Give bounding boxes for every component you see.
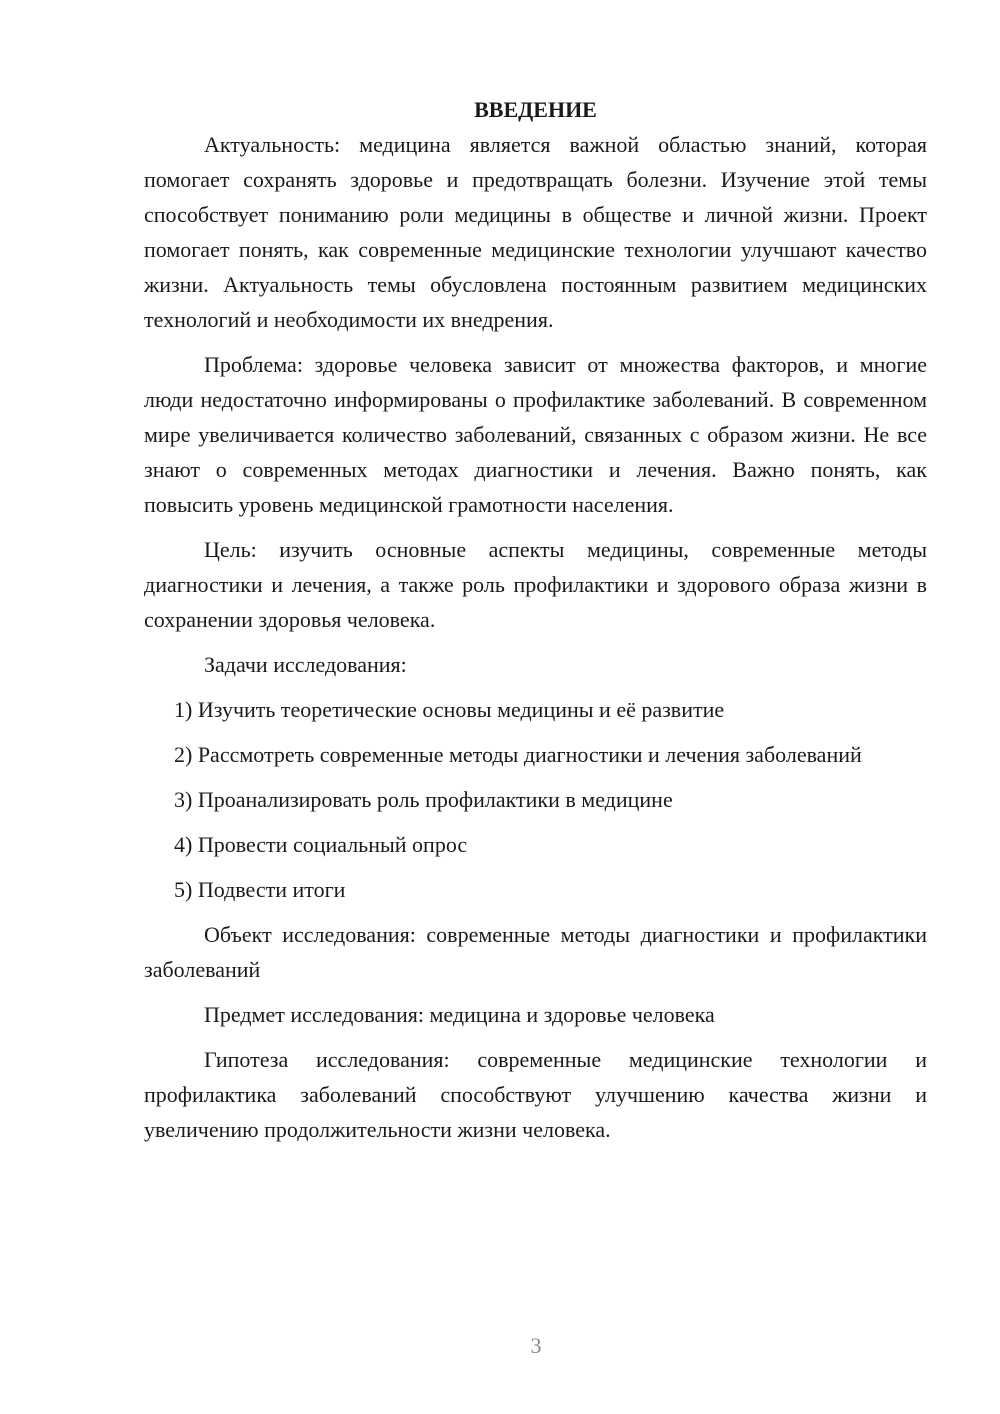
page-number: 3: [530, 1333, 542, 1358]
tasks-title: Задачи исследования:: [204, 652, 407, 677]
task-item: 5) Подвести итоги: [174, 877, 346, 902]
task-item: 3) Проанализировать роль профилактики в медицине: [174, 787, 673, 812]
research-hypothesis-paragraph: Гипотеза исследования: современные медицинские технологии и профилактика заболеваний способствуют улучшению качества жизни и увеличению продолжительности жизни человека.: [144, 1047, 927, 1142]
goal-paragraph: Цель: изучить основные аспекты медицины, современные методы диагностики и лечения, а также роль профилактики и здорового образа жизни в сохранении здоровья человека.: [144, 537, 927, 632]
research-subject-paragraph: Предмет исследования: медицина и здоровье человека: [204, 1002, 715, 1027]
task-item: 1) Изучить теоретические основы медицины и её развитие: [174, 697, 725, 722]
task-item: 4) Провести социальный опрос: [174, 832, 468, 857]
task-item: 2) Рассмотреть современные методы диагностики и лечения заболеваний: [174, 742, 862, 767]
problem-paragraph: Проблема: здоровье человека зависит от множества факторов, и многие люди недостаточно информированы о профилактике заболеваний. В современном мире увеличивается количество заболеваний, связанных с образом жизни. Не все знают о современных методах диагностики и лечения. Важно понять, как повысить уровень медицинской грамотности населения.: [144, 352, 927, 517]
relevance-paragraph: Актуальность: медицина является важной областью знаний, которая помогает сохранять здоровье и предотвращать болезни. Изучение этой темы способствует пониманию роли медицины в обществе и личной жизни. Проект помогает понять, как современные медицинские технологии улучшают качество жизни. Актуальность темы обусловлена постоянным развитием медицинских технологий и необходимости их внедрения.: [144, 132, 927, 332]
section-heading: ВВЕДЕНИЕ: [474, 97, 597, 122]
page-content: [144, 92, 927, 1147]
research-object-paragraph: Объект исследования: современные методы диагностики и профилактики заболеваний: [144, 922, 927, 982]
